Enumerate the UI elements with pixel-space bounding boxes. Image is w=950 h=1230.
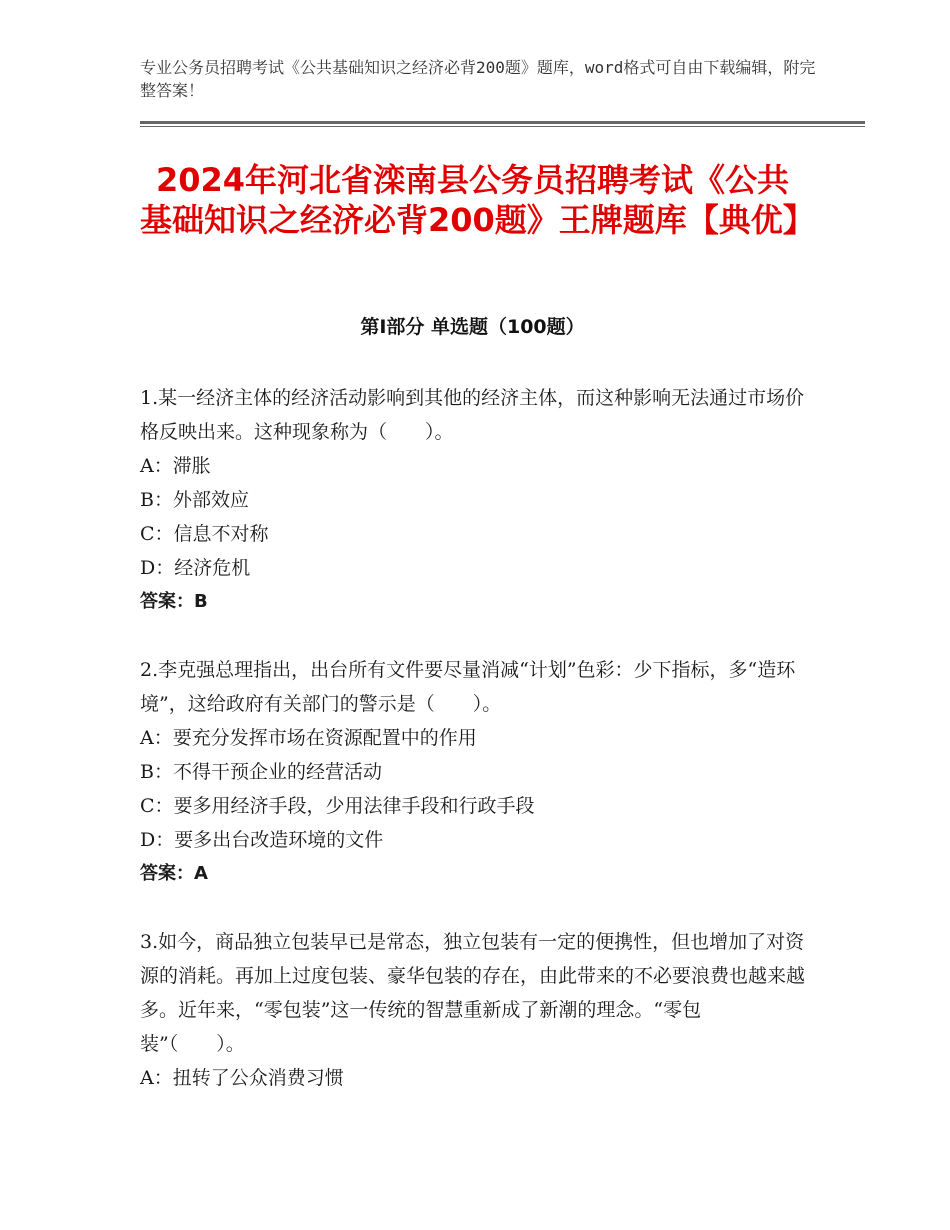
option-a: A：滞胀 bbox=[140, 455, 211, 477]
option-a: A：扭转了公众消费习惯 bbox=[140, 1067, 344, 1089]
document-title: 2024年河北省滦南县公务员招聘考试《公共基础知识之经济必背200题》王牌题库【典优】 bbox=[140, 161, 815, 239]
answer-label: 答案：B bbox=[140, 591, 208, 612]
option-c: C：信息不对称 bbox=[140, 523, 269, 545]
question-block-3 bbox=[140, 925, 805, 1095]
answer-label: 答案：A bbox=[140, 863, 208, 884]
option-d: D：经济危机 bbox=[140, 557, 251, 579]
header-divider-thick bbox=[140, 121, 865, 124]
section-title: 第Ⅰ部分 单选题（100题） bbox=[360, 316, 585, 338]
question-block-2 bbox=[140, 653, 805, 891]
question-block-1 bbox=[140, 381, 805, 619]
question-stem: 2.李克强总理指出，出台所有文件要尽量消减“计划”色彩：少下指标，多“造环境”，这给政府有关部门的警示是（ ）。 bbox=[140, 659, 796, 715]
option-c: C：要多用经济手段，少用法律手段和行政手段 bbox=[140, 795, 535, 817]
option-b: B：外部效应 bbox=[140, 489, 249, 511]
question-stem: 1.某一经济主体的经济活动影响到其他的经济主体，而这种影响无法通过市场价格反映出来。这种现象称为（ ）。 bbox=[140, 387, 805, 443]
option-a: A：要充分发挥市场在资源配置中的作用 bbox=[140, 727, 477, 749]
header-note: 专业公务员招聘考试《公共基础知识之经济必背200题》题库，word格式可自由下载编辑，附完整答案！ bbox=[140, 58, 816, 100]
question-stem: 3.如今，商品独立包装早已是常态，独立包装有一定的便携性，但也增加了对资源的消耗。再加上过度包装、豪华包装的存在，由此带来的不必要浪费也越来越多。近年来，“零包装”这一传统的智慧重新成了新潮的理念。“零包装”（ ）。 bbox=[140, 931, 806, 1055]
header-divider-thin bbox=[140, 126, 865, 127]
option-d: D：要多出台改造环境的文件 bbox=[140, 829, 384, 851]
option-b: B：不得干预企业的经营活动 bbox=[140, 761, 382, 783]
